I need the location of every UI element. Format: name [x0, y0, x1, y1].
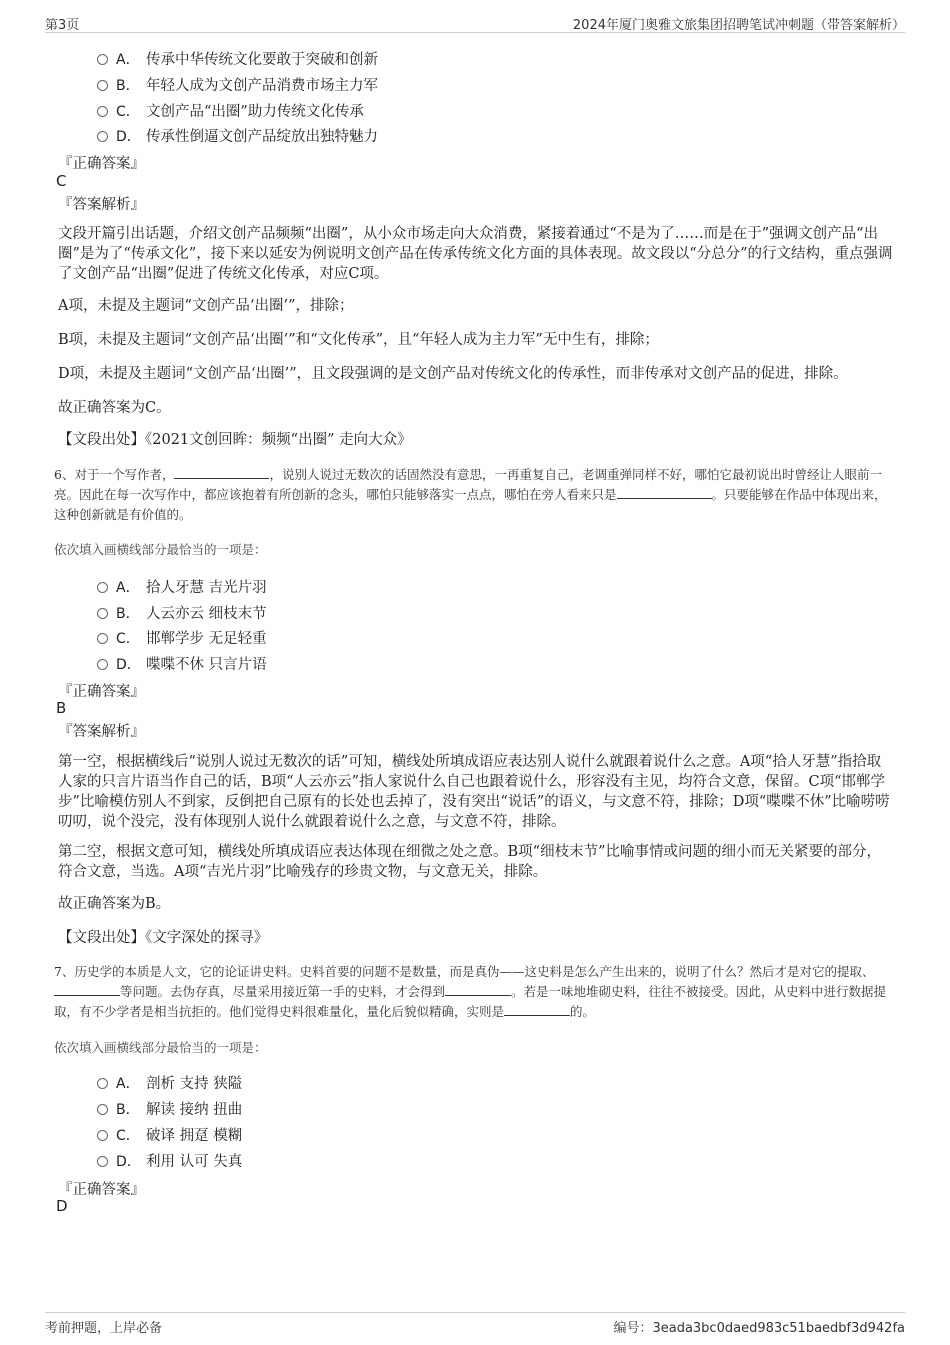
q6-answer-label: 『正确答案』 — [58, 684, 145, 700]
q5-analysis-label: 『答案解析』 — [58, 197, 145, 213]
radio-icon[interactable] — [97, 131, 108, 142]
q5-option-d[interactable]: D． 传承性倒逼文创产品绽放出独特魅力 — [97, 125, 378, 145]
radio-icon[interactable] — [97, 1130, 108, 1141]
q6-source: 【文段出处】《文字深处的探寻》 — [58, 930, 269, 946]
blank — [445, 983, 511, 996]
q6-option-c[interactable]: C． 邯郸学步 无足轻重 — [97, 627, 267, 647]
q6-analysis-first-blank: 第一空，根据横线后“说别人说过无数次的话”可知，横线处所填成语应表达别人说什么就跟着说什么之意。A项“拾人牙慧”指拾取人家的只言片语当作自己的话，B项“人云亦云”指人家说什么自己也跟着说什么，形容没有主见，均符合文意，保留。C项“邯郸学步”比喻模仿别人不到家，反倒把自己原有的长处也丢掉了，没有突出“说话”的语义，与文意不符，排除；D项“喋喋不休”比喻唠唠叨叨，说个没完，没有体现别人说什么就跟着说什么之意，与文意不符，排除。 — [58, 754, 890, 830]
q7-stem: 7、历史学的本质是人文，它的论证讲史料。史料首要的问题不是数量，而是真伪——这史料是怎么产生出来的，说明了什么？然后才是对它的提取、等问题。去伪存真，尽量采用接近第一手的史料，才会得到 。若是一味地堆砌史料，往往不被接受。因此，从史料中进行数据提取，有不少学者是相当抗拒的。他们觉得史料很难量化，量化后貌似精确，实则是 的。 — [54, 964, 887, 1019]
radio-icon[interactable] — [97, 1078, 108, 1089]
q5-answer-label: 『正确答案』 — [58, 156, 145, 172]
q5-option-c[interactable]: C． 文创产品“出圈”助力传统文化传承 — [97, 100, 364, 120]
document-id: 编号：3eada3bc0daed983c51baedbf3d942fa — [613, 1321, 905, 1336]
q6-analysis-second-blank: 第二空，根据文意可知，横线处所填成语应表达体现在细微之处之意。B项“细枝末节”比喻事情或问题的细小而无关紧要的部分，符合文意，当选。A项“吉光片羽”比喻残存的珍贵文物，与文意无关，排除。 — [58, 844, 881, 880]
document-title: 2024年厦门奥雅文旅集团招聘笔试冲刺题（带答案解析） — [572, 18, 905, 33]
q6-conclusion: 故正确答案为B。 — [58, 896, 171, 912]
q6-stem: 6、对于一个写作者， ，说别人说过无数次的话固然没有意思，一再重复自己，老调重弹同样不好，哪怕它最初说出时曾经让人眼前一亮。因此在每一次写作中，都应该抱着有所创新的念头，哪怕只能够落实一点点，哪怕在旁人看来只是 。只要能够在作品中体现出来，这种创新就是有价值的。 — [54, 467, 887, 522]
radio-icon[interactable] — [97, 80, 108, 91]
q5-answer: C — [56, 172, 67, 190]
radio-icon[interactable] — [97, 582, 108, 593]
q6-analysis-label: 『答案解析』 — [58, 724, 145, 740]
q5-analysis-a: A项，未提及主题词“文创产品‘出圈’”，排除； — [58, 298, 354, 314]
q6-prompt: 依次填入画横线部分最恰当的一项是： — [54, 542, 267, 557]
q6-option-a[interactable]: A． 拾人牙慧 吉光片羽 — [97, 576, 267, 596]
radio-icon[interactable] — [97, 1104, 108, 1115]
q5-analysis-b: B项，未提及主题词“文创产品‘出圈’”和“文化传承”，且“年轻人成为主力军”无中生有，排除； — [58, 332, 659, 348]
radio-icon[interactable] — [97, 1156, 108, 1167]
q7-answer-label: 『正确答案』 — [58, 1182, 145, 1198]
q5-conclusion: 故正确答案为C。 — [58, 400, 171, 416]
q6-option-d[interactable]: D． 喋喋不休 只言片语 — [97, 653, 267, 673]
radio-icon[interactable] — [97, 633, 108, 644]
blank — [617, 486, 712, 499]
radio-icon[interactable] — [97, 659, 108, 670]
q7-option-d[interactable]: D． 利用 认可 失真 — [97, 1150, 242, 1170]
blank — [174, 466, 269, 479]
blank — [54, 983, 120, 996]
q7-prompt: 依次填入画横线部分最恰当的一项是： — [54, 1040, 267, 1055]
q5-analysis-summary: 文段开篇引出话题，介绍文创产品频频“出圈”，从小众市场走向大众消费，紧接着通过“不是为了……而是在于”强调文创产品“出圈”是为了“传承文化”，接下来以延安为例说明文创产品在传承传统文化方面的具体表现。故文段以“分总分”的行文结构，重点强调了文创产品“出圈”促进了传统文化传承，对应C项。 — [58, 226, 893, 282]
q7-option-b[interactable]: B． 解读 接纳 扭曲 — [97, 1098, 242, 1118]
footer-slogan: 考前押题，上岸必备 — [45, 1321, 163, 1336]
q7-answer: D — [56, 1197, 68, 1215]
q6-answer: B — [56, 699, 67, 717]
q6-option-b[interactable]: B． 人云亦云 细枝末节 — [97, 602, 267, 622]
page-footer — [45, 1312, 905, 1337]
radio-icon[interactable] — [97, 54, 108, 65]
q7-option-a[interactable]: A． 剖析 支持 狭隘 — [97, 1072, 242, 1092]
q5-analysis-d: D项，未提及主题词“文创产品‘出圈’”，且文段强调的是文创产品对传统文化的传承性，而非传承对文创产品的促进，排除。 — [58, 366, 848, 382]
radio-icon[interactable] — [97, 608, 108, 619]
q5-option-a[interactable]: A． 传承中华传统文化要敢于突破和创新 — [97, 48, 378, 68]
radio-icon[interactable] — [97, 106, 108, 117]
q5-option-b[interactable]: B． 年轻人成为文创产品消费市场主力军 — [97, 74, 378, 94]
page-number: 第3页 — [45, 18, 80, 33]
blank — [504, 1003, 570, 1016]
page-header — [45, 14, 905, 33]
q5-source: 【文段出处】《2021文创回眸：频频“出圈” 走向大众》 — [58, 432, 412, 448]
q7-option-c[interactable]: C． 破译 拥趸 模糊 — [97, 1124, 242, 1144]
